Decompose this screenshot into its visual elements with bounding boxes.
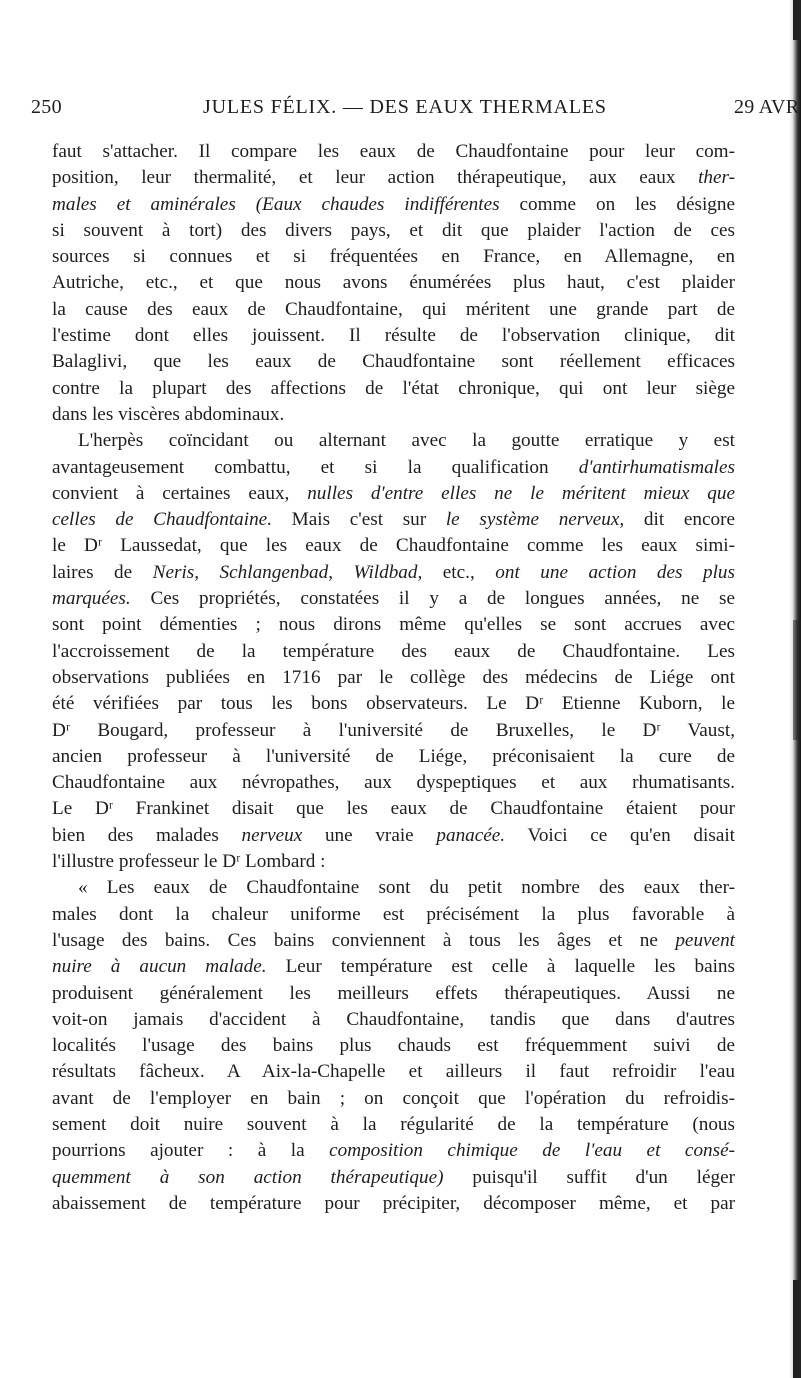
italic-text: males et aminérales (Eaux chaudes indifférentes [52,193,500,215]
text-segment: convient à certaines eaux, [52,482,308,504]
text-segment: le Dʳ Laussedat, que les eaux de Chaudfontaine comme les eaux simi- [52,535,735,557]
text-segment: Leur température est celle à laquelle les bains [266,956,735,978]
italic-text: ther- [698,167,735,189]
text-line [52,665,735,691]
text-segment: « Les eaux de Chaudfontaine sont du petit nombre des eaux ther- [78,877,735,899]
page-edge-dark-band [793,0,801,40]
text-line [52,507,735,533]
page-edge-shadow [789,0,801,1378]
text-segment: Le Dʳ Frankinet disait que les eaux de Chaudfontaine étaient pour [52,798,735,820]
text-line [52,1086,735,1112]
text-segment: sont point démenties ; nous dirons même qu'elles se sont accrues avec [52,614,735,636]
text-segment: L'herpès coïncidant ou alternant avec la goutte erratique y est [78,430,735,452]
text-line [52,218,735,244]
italic-text: nuire à aucun malade. [52,956,267,978]
italic-text: celles de Chaudfontaine. [52,509,272,531]
text-line [52,560,735,586]
text-segment: Dʳ Bougard, professeur à l'université de Bruxelles, le Dʳ Vaust, [52,719,735,741]
text-segment: l'accroissement de la température des eaux de Chaudfontaine. Les [52,640,735,662]
text-segment: avantageusement combattu, et si la qualification [52,456,579,478]
text-segment: Balaglivi, que les eaux de Chaudfontaine sont réellement efficaces [52,351,735,373]
page-edge-dark-band [793,1280,801,1378]
text-segment: contre la plupart des affections de l'état chronique, qui ont leur siège [52,377,735,399]
text-line [52,297,735,323]
text-segment: bien des malades [52,824,242,846]
text-line [52,270,735,296]
page-number: 250 [31,96,62,118]
text-line [52,770,735,796]
text-line [52,323,735,349]
text-line [52,428,735,454]
text-line [52,1007,735,1033]
text-line [52,823,735,849]
text-segment: observations publiées en 1716 par le collège des médecins de Liége ont [52,666,735,688]
text-segment: Mais c'est sur [272,509,446,531]
text-segment: comme on les désigne [499,193,736,215]
text-line [52,139,735,165]
italic-text: ont une action des plus [495,561,735,583]
text-segment: l'illustre professeur le Dʳ Lombard : [52,851,326,873]
text-segment: dit encore [624,509,735,531]
italic-text: composition chimique de l'eau et consé- [329,1140,736,1162]
text-line [52,902,735,928]
italic-text: panacée. [436,824,506,846]
text-line [52,954,735,980]
text-line [52,1191,735,1217]
page-edge-dark-band [793,620,801,740]
text-line [52,244,735,270]
text-segment: position, leur thermalité, et leur action thérapeutique, aux eaux [52,167,699,189]
text-segment: résultats fâcheux. A Aix-la-Chapelle et ailleurs il faut refroidir l'eau [52,1061,735,1083]
text-segment: l'usage des bains. Ces bains conviennent à tous les âges et ne [52,929,676,951]
text-segment: pourrions ajouter : à la [52,1140,330,1162]
text-line [52,1033,735,1059]
text-line [52,533,735,559]
text-line [52,612,735,638]
italic-text: le système nerveux, [445,509,625,531]
text-line [52,1059,735,1085]
text-line [52,376,735,402]
text-segment: voit-on jamais d'accident à Chaudfontaine, tandis que dans d'autres [52,1008,735,1030]
text-line [52,718,735,744]
text-segment: localités l'usage des bains plus chauds est fréquemment suivi de [52,1035,735,1057]
text-line [52,481,735,507]
italic-text: d'antirhumatismales [578,456,735,478]
text-segment: puisqu'il suffit d'un léger [443,1166,735,1188]
text-segment: l'estime dont elles jouissent. Il résulte de l'observation clinique, dit [52,325,735,347]
running-title: JULES FÉLIX. — DES EAUX THERMALES [203,96,607,118]
text-segment: ancien professeur à l'université de Liége, préconisaient la cure de [52,745,735,767]
text-segment: une vraie [302,824,437,846]
text-line [52,455,735,481]
text-segment: sement doit nuire souvent à la régularité de la température (nous [52,1113,735,1135]
text-segment: etc., [422,561,496,583]
text-line [52,796,735,822]
italic-text: Neris, Schlangenbad, Wildbad, [152,561,423,583]
text-line [52,849,735,875]
text-line [52,586,735,612]
text-line [52,639,735,665]
text-line [52,1112,735,1138]
text-line [52,981,735,1007]
text-line [52,744,735,770]
italic-text: peuvent [675,929,735,951]
text-line [52,691,735,717]
italic-text: nerveux [241,824,303,846]
text-segment: males dont la chaleur uniforme est précisément la plus favorable à [52,903,735,925]
italic-text: quemment à son action thérapeutique) [52,1166,444,1188]
date-note: 29 AVR [734,96,800,118]
text-segment: la cause des eaux de Chaudfontaine, qui méritent une grande part de [52,298,735,320]
text-line [52,1165,735,1191]
text-segment: dans les viscères abdominaux. [52,403,285,425]
text-segment: si souvent à tort) des divers pays, et dit que plaider l'action de ces [52,219,735,241]
text-segment: abaissement de température pour précipiter, décomposer même, et par [52,1192,735,1214]
text-segment: Ces propriétés, constatées il y a de longues années, ne se [130,588,735,610]
text-segment: produisent généralement les meilleurs effets thérapeutiques. Aussi ne [52,982,735,1004]
italic-text: marquées. [52,588,131,610]
text-line [52,1138,735,1164]
text-segment: faut s'attacher. Il compare les eaux de Chaudfontaine pour leur com- [52,141,735,162]
running-head [31,96,801,126]
text-line [52,928,735,954]
text-segment: été vérifiées par tous les bons observateurs. Le Dʳ Etienne Kuborn, le [52,693,735,715]
text-segment: sources si connues et si fréquentées en France, en Allemagne, en [52,246,735,268]
text-line [52,349,735,375]
text-segment: Voici ce qu'en disait [505,824,735,846]
text-line [52,165,735,191]
italic-text: nulles d'entre elles ne le méritent mieux que [307,482,736,504]
text-segment: Autriche, etc., et que nous avons énumérées plus haut, c'est plaider [52,272,735,294]
text-line [52,875,735,901]
text-line [52,402,735,428]
text-segment: laires de [52,561,153,583]
text-segment: avant de l'employer en bain ; on conçoit que l'opération du refroidis- [52,1087,735,1109]
body-text [52,139,735,1217]
text-line [52,192,735,218]
text-segment: Chaudfontaine aux névropathes, aux dyspeptiques et aux rhumatisants. [52,772,735,794]
